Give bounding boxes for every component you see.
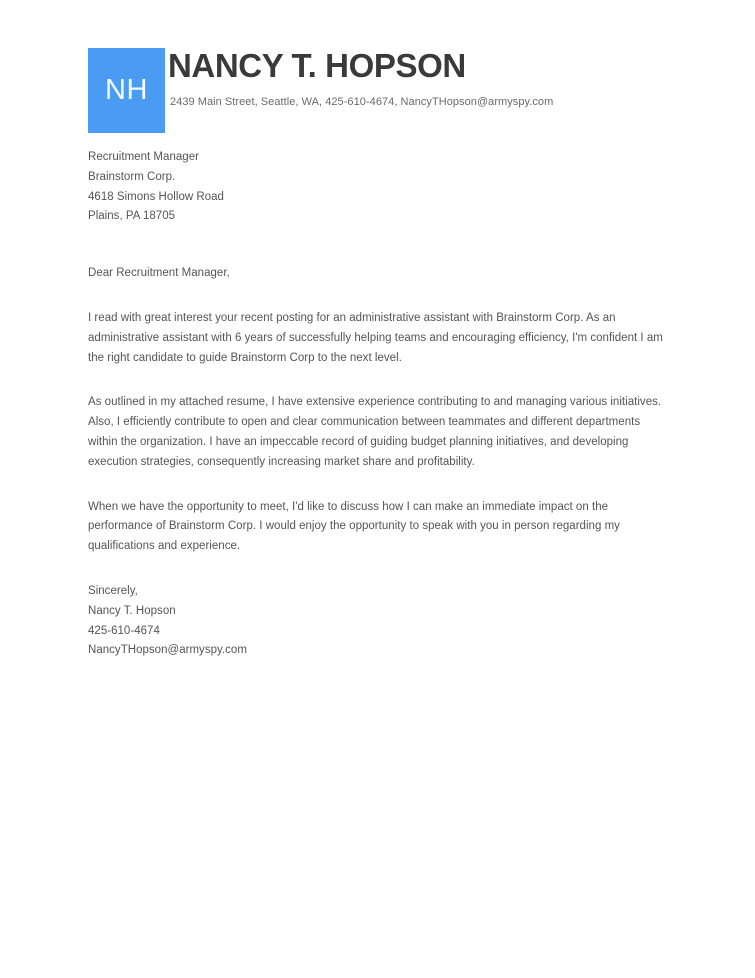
recipient-line: 4618 Simons Hollow Road	[88, 190, 224, 203]
recipient-line: Recruitment Manager	[88, 151, 199, 163]
monogram-badge	[88, 48, 165, 133]
signature-block	[88, 582, 670, 661]
signature-name: Nancy T. Hopson	[88, 604, 176, 617]
letter-body	[88, 148, 670, 661]
letter-content-column	[88, 0, 670, 657]
page-title: NANCY T. HOPSON	[168, 47, 466, 84]
body-paragraph: I read with great interest your recent posting for an administrative assistant with Brainstorm Corp. As an administrative assistant with 6 years of successfully helping teams and encouraging efficiency, I'm confident I am the right candidate to guide Brainstorm Corp to the next level.	[88, 311, 663, 364]
signature-closing: Sincerely,	[88, 584, 138, 597]
body-paragraph: When we have the opportunity to meet, I'd like to discuss how I can make an immediate impact on the performance of Brainstorm Corp. I would enjoy the opportunity to speak with you in person regarding my qualifications and experience.	[88, 500, 620, 553]
letterhead-text-group	[168, 48, 670, 109]
recipient-address-block	[88, 148, 670, 227]
salutation: Dear Recruitment Manager,	[88, 267, 230, 280]
signature-phone: 425-610-4674	[88, 624, 160, 637]
signature-email: NancyTHopson@armyspy.com	[88, 644, 247, 657]
recipient-line: Brainstorm Corp.	[88, 170, 176, 183]
letterhead-header	[88, 0, 670, 153]
monogram-initials: NH	[105, 74, 148, 106]
header-contact-line: 2439 Main Street, Seattle, WA, 425-610-4674, NancyTHopson@armyspy.com	[170, 95, 554, 108]
recipient-line: Plains, PA 18705	[88, 210, 176, 223]
body-paragraph: As outlined in my attached resume, I have extensive experience contributing to and managing various initiatives. Also, I efficiently contribute to open and clear communication between teammates and different departments within the organization. I have an impeccable record of guiding budget planning initiatives, and developing execution strategies, consequently increasing market share and profitability.	[88, 396, 662, 468]
